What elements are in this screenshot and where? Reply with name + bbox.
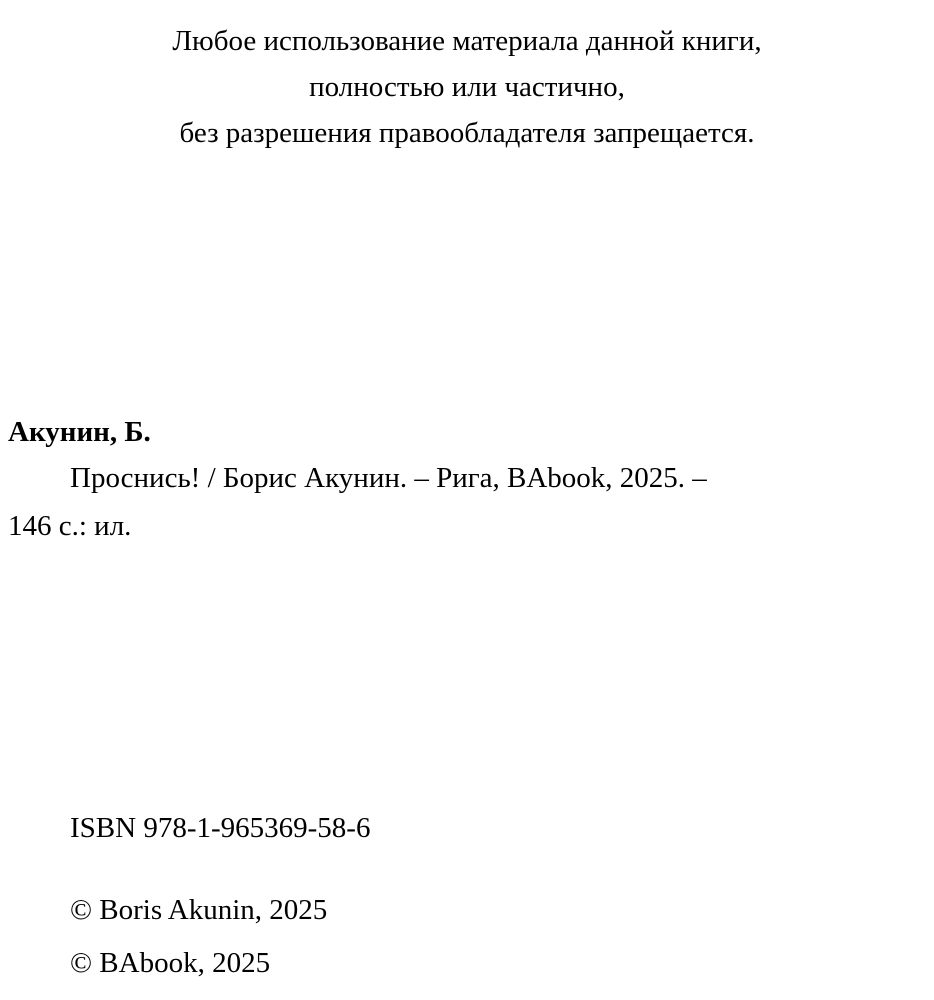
copyright-line-author: © Boris Akunin, 2025 bbox=[70, 894, 328, 926]
rights-notice-line-2: полностью или частично, bbox=[309, 71, 625, 103]
author-heading: Акунин, Б. bbox=[8, 416, 151, 448]
bibliographic-entry-line-1: Проснись! / Борис Акунин. – Рига, BAbook, 2025. – bbox=[70, 462, 707, 494]
rights-notice-line-1: Любое использование материала данной книги, bbox=[172, 25, 762, 57]
rights-notice-line-3: без разрешения правообладателя запрещается. bbox=[179, 117, 755, 149]
isbn-number: ISBN 978-1-965369-58-6 bbox=[70, 812, 371, 844]
bibliographic-entry-line-2: 146 с.: ил. bbox=[8, 510, 132, 542]
bibliographic-record bbox=[8, 410, 918, 550]
bibliographic-entry bbox=[8, 454, 918, 550]
copyright-line-publisher: © BAbook, 2025 bbox=[70, 947, 271, 979]
rights-notice bbox=[0, 18, 934, 156]
